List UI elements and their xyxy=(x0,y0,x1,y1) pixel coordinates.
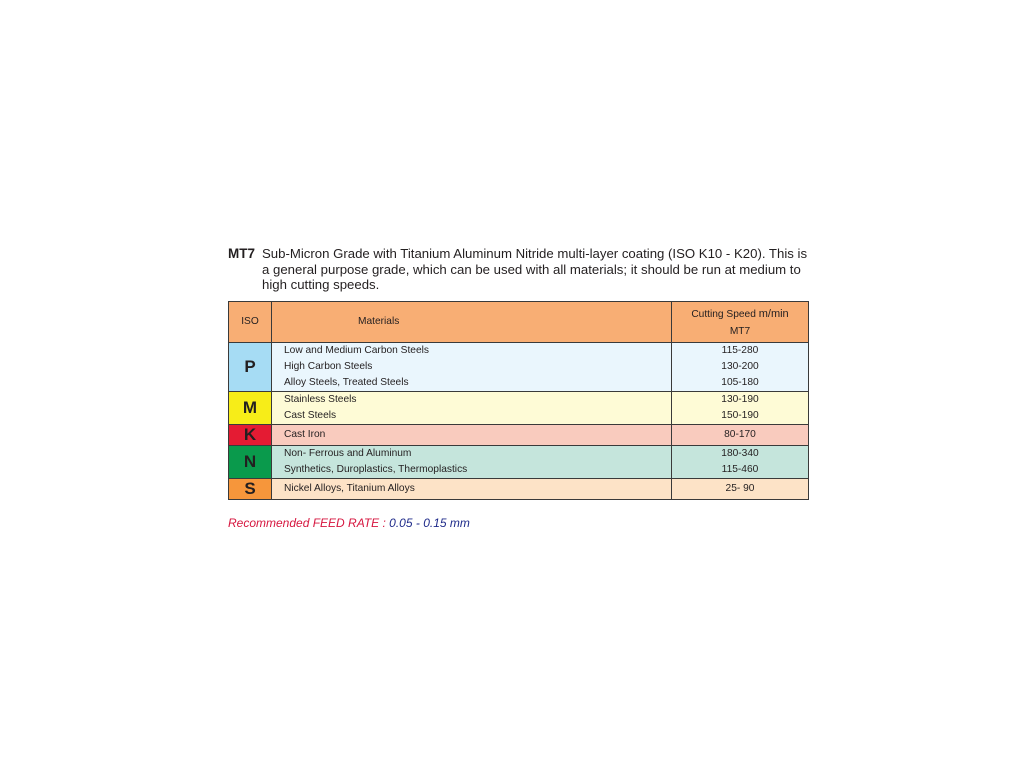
speed-cell xyxy=(672,445,809,478)
speed-cell xyxy=(672,342,809,391)
iso-badge-p: P xyxy=(229,342,272,391)
material-name: High Carbon Steels xyxy=(284,360,373,372)
header-grade: MT7 xyxy=(729,326,751,337)
speed-value: 25- 90 xyxy=(725,482,755,494)
iso-badge-s: S xyxy=(229,478,272,499)
feed-rate-note xyxy=(228,516,810,530)
materials-cell xyxy=(272,424,672,445)
table-header-row xyxy=(229,301,809,342)
grade-description: Sub-Micron Grade with Titanium Aluminum Nitride multi-layer coating (ISO K10 - K20). This is a general purpose grade, which can be used with all materials; it should be run at medium to high cutting speeds. xyxy=(262,246,808,292)
header-speed-label: Cutting Speed xyxy=(691,309,756,320)
header-speed-unit: m/min xyxy=(758,308,789,320)
header-materials: Materials xyxy=(272,301,672,342)
iso-badge-n: N xyxy=(229,445,272,478)
material-name: Alloy Steels, Treated Steels xyxy=(284,376,409,388)
speed-value: 80-170 xyxy=(724,428,756,440)
speed-cell xyxy=(672,478,809,499)
speed-value: 115-460 xyxy=(721,463,759,475)
cutting-speed-table xyxy=(228,301,809,500)
material-name: Non- Ferrous and Aluminum xyxy=(284,447,412,459)
speed-value: 130-200 xyxy=(721,360,759,372)
grade-intro xyxy=(228,246,810,293)
material-name: Synthetics, Duroplastics, Thermoplastics xyxy=(284,463,468,475)
materials-cell xyxy=(272,445,672,478)
material-name: Cast Iron xyxy=(284,428,326,440)
speed-cell xyxy=(672,391,809,424)
table-row-group-s xyxy=(229,478,809,499)
speed-value: 130-190 xyxy=(721,393,759,405)
speed-cell xyxy=(672,424,809,445)
grade-code: MT7 xyxy=(228,246,255,261)
material-name: Stainless Steels xyxy=(284,393,357,405)
table-row-group-p xyxy=(229,342,809,391)
header-iso: ISO xyxy=(229,301,272,342)
header-cutting-speed xyxy=(672,301,809,342)
speed-value: 150-190 xyxy=(721,409,759,421)
speed-value: 180-340 xyxy=(721,447,759,459)
grade-document xyxy=(228,246,810,530)
material-name: Cast Steels xyxy=(284,409,337,421)
table-row-group-n xyxy=(229,445,809,478)
material-name: Nickel Alloys, Titanium Alloys xyxy=(284,482,415,494)
speed-value: 105-180 xyxy=(721,376,759,388)
feed-rate-label: Recommended FEED RATE : xyxy=(228,515,386,530)
materials-cell xyxy=(272,342,672,391)
materials-cell xyxy=(272,391,672,424)
feed-rate-value: 0.05 - 0.15 mm xyxy=(389,515,470,530)
speed-value: 115-280 xyxy=(721,344,759,356)
iso-badge-m: M xyxy=(229,391,272,424)
table-row-group-k xyxy=(229,424,809,445)
materials-cell xyxy=(272,478,672,499)
table-row-group-m xyxy=(229,391,809,424)
material-name: Low and Medium Carbon Steels xyxy=(284,344,429,356)
iso-badge-k: K xyxy=(229,424,272,445)
